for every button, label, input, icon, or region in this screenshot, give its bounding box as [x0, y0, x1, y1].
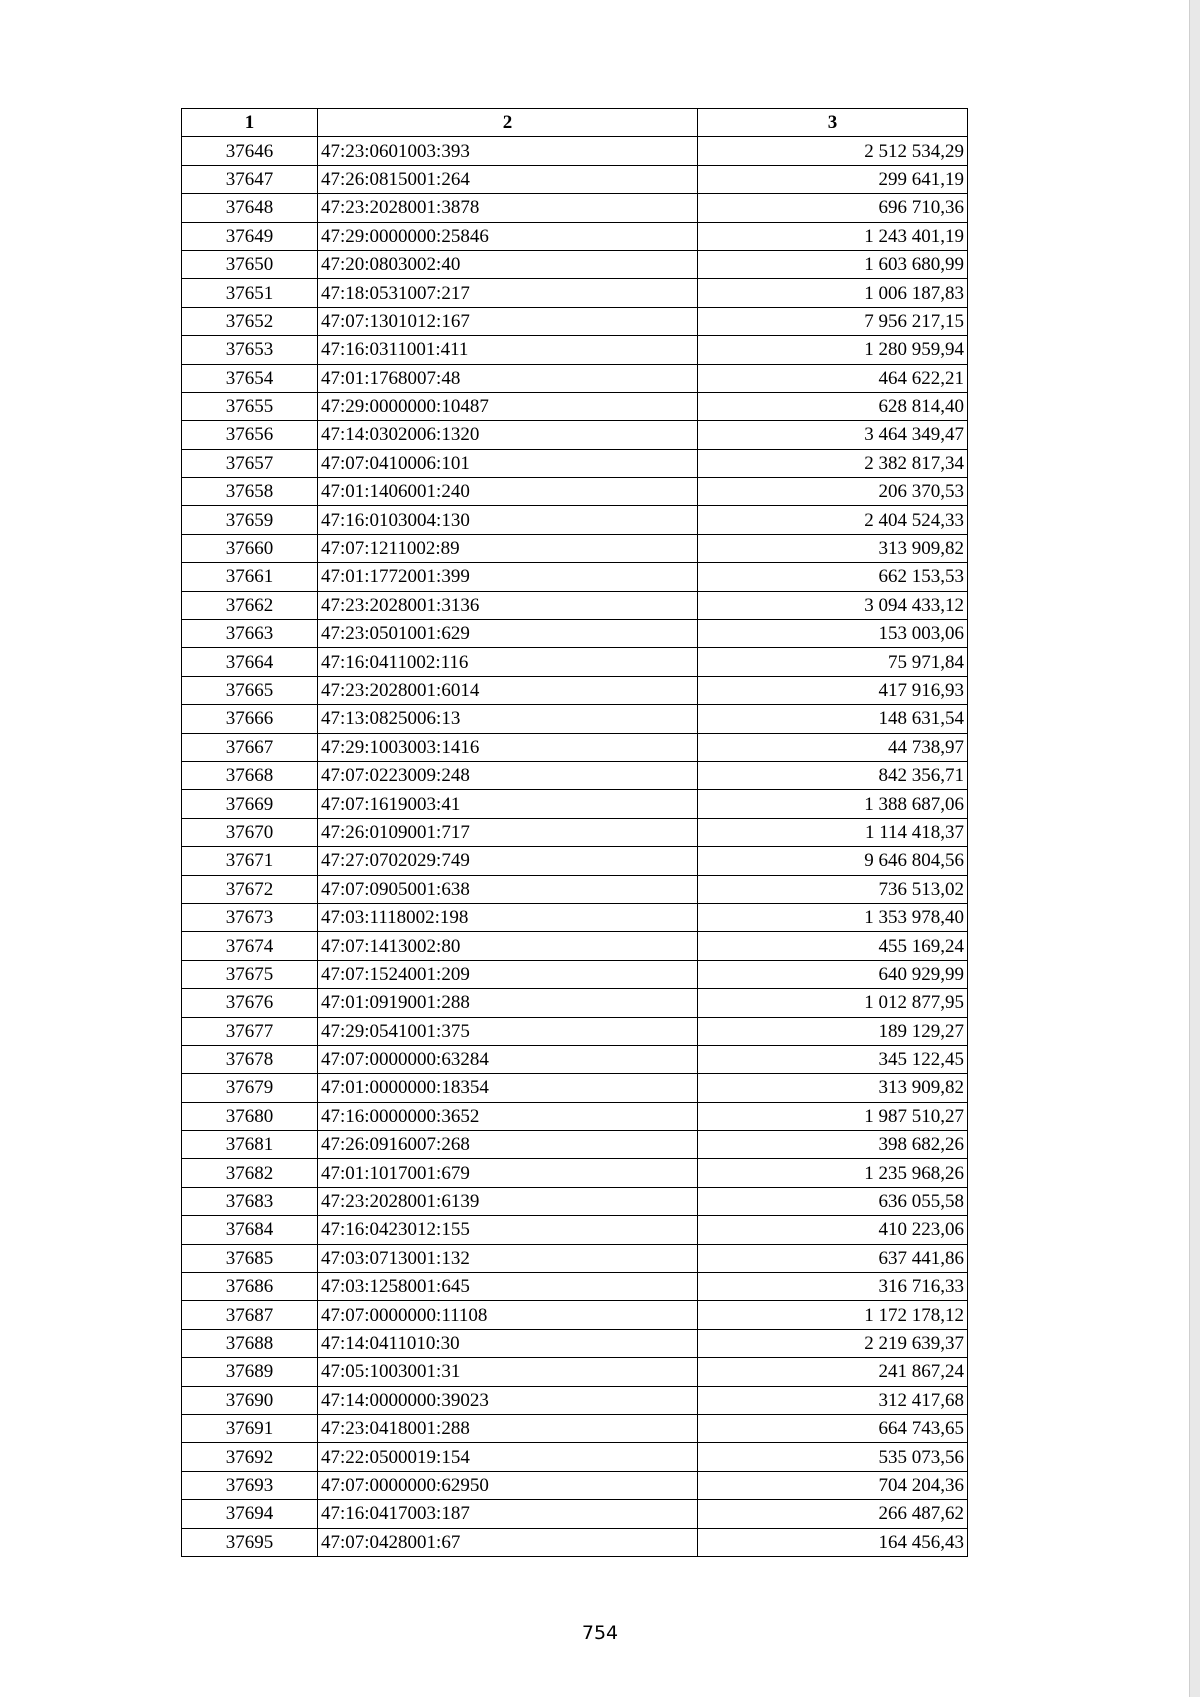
cadastral-number-cell: 47:23:0501001:629 — [318, 620, 698, 648]
table-row — [182, 1443, 968, 1471]
value-cell: 312 417,68 — [698, 1386, 968, 1414]
value-cell: 3 464 349,47 — [698, 421, 968, 449]
row-number-cell: 37660 — [182, 534, 318, 562]
cadastral-number-cell: 47:23:2028001:6014 — [318, 676, 698, 704]
cadastral-number-cell: 47:23:0418001:288 — [318, 1414, 698, 1442]
value-cell: 1 235 968,26 — [698, 1159, 968, 1187]
cadastral-number-cell: 47:23:0601003:393 — [318, 137, 698, 165]
cadastral-number-cell: 47:07:0428001:67 — [318, 1528, 698, 1556]
cadastral-number-cell: 47:16:0000000:3652 — [318, 1102, 698, 1130]
value-cell: 299 641,19 — [698, 165, 968, 193]
row-number-cell: 37647 — [182, 165, 318, 193]
row-number-cell: 37685 — [182, 1244, 318, 1272]
row-number-cell: 37662 — [182, 591, 318, 619]
cadastral-number-cell: 47:07:1211002:89 — [318, 534, 698, 562]
value-cell: 455 169,24 — [698, 932, 968, 960]
value-cell: 1 987 510,27 — [698, 1102, 968, 1130]
row-number-cell: 37693 — [182, 1471, 318, 1499]
row-number-cell: 37650 — [182, 250, 318, 278]
value-cell: 464 622,21 — [698, 364, 968, 392]
row-number-cell: 37672 — [182, 875, 318, 903]
cadastral-number-cell: 47:23:2028001:6139 — [318, 1187, 698, 1215]
table-row — [182, 279, 968, 307]
table-row — [182, 648, 968, 676]
table-row — [182, 875, 968, 903]
table-row — [182, 250, 968, 278]
table-row — [182, 790, 968, 818]
page-number: 754 — [581, 1622, 619, 1644]
table-row — [182, 620, 968, 648]
row-number-cell: 37688 — [182, 1329, 318, 1357]
value-cell: 206 370,53 — [698, 478, 968, 506]
table-row — [182, 392, 968, 420]
table-row — [182, 1131, 968, 1159]
value-cell: 2 382 817,34 — [698, 449, 968, 477]
row-number-cell: 37669 — [182, 790, 318, 818]
row-number-cell: 37668 — [182, 761, 318, 789]
row-number-cell: 37667 — [182, 733, 318, 761]
row-number-cell: 37652 — [182, 307, 318, 335]
row-number-cell: 37681 — [182, 1131, 318, 1159]
value-cell: 640 929,99 — [698, 960, 968, 988]
value-cell: 637 441,86 — [698, 1244, 968, 1272]
value-cell: 1 006 187,83 — [698, 279, 968, 307]
row-number-cell: 37666 — [182, 705, 318, 733]
table-row — [182, 478, 968, 506]
value-cell: 241 867,24 — [698, 1358, 968, 1386]
cadastral-number-cell: 47:07:0410006:101 — [318, 449, 698, 477]
value-cell: 628 814,40 — [698, 392, 968, 420]
table-row — [182, 1045, 968, 1073]
value-cell: 664 743,65 — [698, 1414, 968, 1442]
column-header-3: 3 — [698, 109, 968, 137]
table-row — [182, 449, 968, 477]
table-row — [182, 903, 968, 931]
table-row — [182, 1017, 968, 1045]
table-row — [182, 534, 968, 562]
cadastral-number-cell: 47:07:0905001:638 — [318, 875, 698, 903]
row-number-cell: 37673 — [182, 903, 318, 931]
row-number-cell: 37674 — [182, 932, 318, 960]
row-number-cell: 37682 — [182, 1159, 318, 1187]
value-cell: 736 513,02 — [698, 875, 968, 903]
row-number-cell: 37695 — [182, 1528, 318, 1556]
value-cell: 313 909,82 — [698, 1074, 968, 1102]
table-row — [182, 761, 968, 789]
cadastral-number-cell: 47:27:0702029:749 — [318, 847, 698, 875]
cadastral-number-cell: 47:01:1772001:399 — [318, 563, 698, 591]
value-cell: 696 710,36 — [698, 194, 968, 222]
row-number-cell: 37692 — [182, 1443, 318, 1471]
row-number-cell: 37654 — [182, 364, 318, 392]
table-row — [182, 960, 968, 988]
row-number-cell: 37656 — [182, 421, 318, 449]
table-row — [182, 165, 968, 193]
table-row — [182, 847, 968, 875]
table-row — [182, 1414, 968, 1442]
table-row — [182, 1244, 968, 1272]
row-number-cell: 37646 — [182, 137, 318, 165]
cadastral-number-cell: 47:07:0000000:11108 — [318, 1301, 698, 1329]
value-cell: 189 129,27 — [698, 1017, 968, 1045]
row-number-cell: 37687 — [182, 1301, 318, 1329]
value-cell: 1 114 418,37 — [698, 818, 968, 846]
cadastral-number-cell: 47:16:0311001:411 — [318, 336, 698, 364]
cadastral-number-cell: 47:18:0531007:217 — [318, 279, 698, 307]
cadastral-number-cell: 47:05:1003001:31 — [318, 1358, 698, 1386]
row-number-cell: 37655 — [182, 392, 318, 420]
cadastral-number-cell: 47:23:2028001:3136 — [318, 591, 698, 619]
cadastral-number-cell: 47:07:1413002:80 — [318, 932, 698, 960]
row-number-cell: 37657 — [182, 449, 318, 477]
row-number-cell: 37648 — [182, 194, 318, 222]
cadastral-number-cell: 47:20:0803002:40 — [318, 250, 698, 278]
cadastral-number-cell: 47:26:0916007:268 — [318, 1131, 698, 1159]
cadastral-number-cell: 47:07:1301012:167 — [318, 307, 698, 335]
data-table — [181, 108, 968, 1557]
table-row — [182, 194, 968, 222]
table-row — [182, 137, 968, 165]
value-cell: 2 512 534,29 — [698, 137, 968, 165]
table-row — [182, 818, 968, 846]
value-cell: 636 055,58 — [698, 1187, 968, 1215]
row-number-cell: 37663 — [182, 620, 318, 648]
cadastral-number-cell: 47:07:1619003:41 — [318, 790, 698, 818]
value-cell: 1 012 877,95 — [698, 989, 968, 1017]
table-body — [182, 137, 968, 1557]
cadastral-number-cell: 47:03:1118002:198 — [318, 903, 698, 931]
row-number-cell: 37686 — [182, 1273, 318, 1301]
table-row — [182, 1528, 968, 1556]
value-cell: 410 223,06 — [698, 1216, 968, 1244]
cadastral-number-cell: 47:07:0223009:248 — [318, 761, 698, 789]
value-cell: 3 094 433,12 — [698, 591, 968, 619]
column-header-2: 2 — [318, 109, 698, 137]
table-row — [182, 676, 968, 704]
row-number-cell: 37665 — [182, 676, 318, 704]
row-number-cell: 37676 — [182, 989, 318, 1017]
cadastral-number-cell: 47:07:0000000:63284 — [318, 1045, 698, 1073]
value-cell: 148 631,54 — [698, 705, 968, 733]
cadastral-number-cell: 47:01:1406001:240 — [318, 478, 698, 506]
row-number-cell: 37675 — [182, 960, 318, 988]
cadastral-number-cell: 47:16:0103004:130 — [318, 506, 698, 534]
row-number-cell: 37671 — [182, 847, 318, 875]
row-number-cell: 37683 — [182, 1187, 318, 1215]
table-row — [182, 1301, 968, 1329]
value-cell: 7 956 217,15 — [698, 307, 968, 335]
value-cell: 704 204,36 — [698, 1471, 968, 1499]
value-cell: 9 646 804,56 — [698, 847, 968, 875]
row-number-cell: 37680 — [182, 1102, 318, 1130]
cadastral-number-cell: 47:29:0541001:375 — [318, 1017, 698, 1045]
row-number-cell: 37661 — [182, 563, 318, 591]
cadastral-number-cell: 47:29:0000000:25846 — [318, 222, 698, 250]
table-row — [182, 336, 968, 364]
cadastral-number-cell: 47:14:0411010:30 — [318, 1329, 698, 1357]
row-number-cell: 37689 — [182, 1358, 318, 1386]
cadastral-number-cell: 47:07:0000000:62950 — [318, 1471, 698, 1499]
value-cell: 2 219 639,37 — [698, 1329, 968, 1357]
value-cell: 398 682,26 — [698, 1131, 968, 1159]
table-row — [182, 1329, 968, 1357]
table-row — [182, 222, 968, 250]
row-number-cell: 37659 — [182, 506, 318, 534]
value-cell: 153 003,06 — [698, 620, 968, 648]
cadastral-number-cell: 47:03:0713001:132 — [318, 1244, 698, 1272]
table-row — [182, 563, 968, 591]
table-row — [182, 1074, 968, 1102]
value-cell: 316 716,33 — [698, 1273, 968, 1301]
value-cell: 842 356,71 — [698, 761, 968, 789]
table-row — [182, 421, 968, 449]
cadastral-number-cell: 47:16:0411002:116 — [318, 648, 698, 676]
cadastral-number-cell: 47:07:1524001:209 — [318, 960, 698, 988]
value-cell: 313 909,82 — [698, 534, 968, 562]
cadastral-number-cell: 47:22:0500019:154 — [318, 1443, 698, 1471]
cadastral-number-cell: 47:26:0109001:717 — [318, 818, 698, 846]
cadastral-number-cell: 47:14:0302006:1320 — [318, 421, 698, 449]
value-cell: 417 916,93 — [698, 676, 968, 704]
row-number-cell: 37679 — [182, 1074, 318, 1102]
cadastral-number-cell: 47:26:0815001:264 — [318, 165, 698, 193]
row-number-cell: 37694 — [182, 1500, 318, 1528]
table-row — [182, 1500, 968, 1528]
table-row — [182, 1386, 968, 1414]
value-cell: 345 122,45 — [698, 1045, 968, 1073]
value-cell: 1 603 680,99 — [698, 250, 968, 278]
table-row — [182, 364, 968, 392]
row-number-cell: 37691 — [182, 1414, 318, 1442]
cadastral-number-cell: 47:01:1768007:48 — [318, 364, 698, 392]
row-number-cell: 37658 — [182, 478, 318, 506]
cadastral-number-cell: 47:29:0000000:10487 — [318, 392, 698, 420]
table-row — [182, 1358, 968, 1386]
table-row — [182, 1216, 968, 1244]
value-cell: 75 971,84 — [698, 648, 968, 676]
table-row — [182, 733, 968, 761]
value-cell: 164 456,43 — [698, 1528, 968, 1556]
row-number-cell: 37664 — [182, 648, 318, 676]
column-header-1: 1 — [182, 109, 318, 137]
value-cell: 266 487,62 — [698, 1500, 968, 1528]
row-number-cell: 37678 — [182, 1045, 318, 1073]
table-row — [182, 1471, 968, 1499]
row-number-cell: 37684 — [182, 1216, 318, 1244]
cadastral-number-cell: 47:14:0000000:39023 — [318, 1386, 698, 1414]
cadastral-number-cell: 47:29:1003003:1416 — [318, 733, 698, 761]
cadastral-number-cell: 47:16:0423012:155 — [318, 1216, 698, 1244]
value-cell: 1 172 178,12 — [698, 1301, 968, 1329]
table-row — [182, 506, 968, 534]
value-cell: 44 738,97 — [698, 733, 968, 761]
row-number-cell: 37677 — [182, 1017, 318, 1045]
value-cell: 2 404 524,33 — [698, 506, 968, 534]
value-cell: 662 153,53 — [698, 563, 968, 591]
cadastral-number-cell: 47:01:0000000:18354 — [318, 1074, 698, 1102]
table-row — [182, 591, 968, 619]
page-edge — [1189, 0, 1200, 1697]
row-number-cell: 37690 — [182, 1386, 318, 1414]
value-cell: 1 280 959,94 — [698, 336, 968, 364]
table-row — [182, 307, 968, 335]
value-cell: 1 353 978,40 — [698, 903, 968, 931]
row-number-cell: 37653 — [182, 336, 318, 364]
cadastral-number-cell: 47:13:0825006:13 — [318, 705, 698, 733]
table-row — [182, 1102, 968, 1130]
table-row — [182, 705, 968, 733]
row-number-cell: 37670 — [182, 818, 318, 846]
table-row — [182, 1187, 968, 1215]
value-cell: 535 073,56 — [698, 1443, 968, 1471]
table-row — [182, 1159, 968, 1187]
row-number-cell: 37649 — [182, 222, 318, 250]
cadastral-number-cell: 47:01:1017001:679 — [318, 1159, 698, 1187]
table-row — [182, 932, 968, 960]
cadastral-number-cell: 47:03:1258001:645 — [318, 1273, 698, 1301]
cadastral-number-cell: 47:16:0417003:187 — [318, 1500, 698, 1528]
value-cell: 1 243 401,19 — [698, 222, 968, 250]
table-header-row — [182, 109, 968, 137]
value-cell: 1 388 687,06 — [698, 790, 968, 818]
table-row — [182, 1273, 968, 1301]
cadastral-number-cell: 47:23:2028001:3878 — [318, 194, 698, 222]
table-row — [182, 989, 968, 1017]
cadastral-number-cell: 47:01:0919001:288 — [318, 989, 698, 1017]
row-number-cell: 37651 — [182, 279, 318, 307]
